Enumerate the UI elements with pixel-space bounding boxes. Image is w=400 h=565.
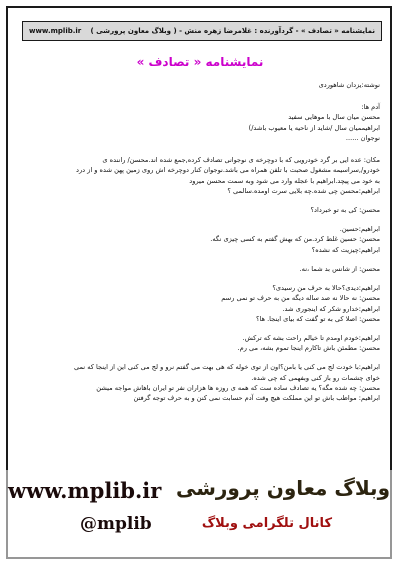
dialogue-line: ابراهیم:با خودت لج می کنی یا بامن؟اون از توی خوله که هی بهت می گفتم نرو و لج می کنی این از اینجا که نمی — [73, 363, 380, 372]
watermark-channel: کانال تلگرامی وبلاگ — [201, 516, 332, 531]
setting-line: مکان: عده ایی بر گرد خودرویی که با دوچرخه ی نوجوانی تصادف کرده,جمع شده اند.محسن/ راننده ی — [102, 156, 380, 165]
document-header — [22, 21, 382, 41]
watermark-brand: وبلاگ معاون پرورشی — [175, 476, 390, 500]
author-line: نوشته:یزدان شاهوردی — [318, 81, 380, 89]
setting-line: به خود می پیچد.ابراهیم با عجله وارد می شود وبه سمت محسن میرود — [189, 176, 380, 185]
character-line: محسن میان سال با موهایی سفید — [288, 113, 380, 122]
dialogue-line: ابراهیم: مواظب باش تو این مملکت هیچ وقت آدم حسابت نمی کنن و به حرف توجه گرفتن — [133, 394, 380, 403]
dialogue-line: محسن: حسین غلط کرد.من که بهش گفتم به کسی چیزی نگه. — [210, 235, 380, 244]
dialogue-line: محسن: مطمئن باش تاکارم اینجا تموم بشه، می رم. — [237, 344, 380, 353]
dialogue-line: محسن: از شانس بد شما ،نه. — [299, 264, 380, 273]
characters-heading: آدم ها: — [361, 103, 380, 112]
dialogue-line: محسن: نه حالا نه صد ساله دیگه من به حرف تو نمی رسم — [221, 294, 380, 303]
dialogue-line: ابراهیم:خودم اومدم تا خیالم راحت بشه که ترکش. — [242, 333, 380, 342]
character-line: نوجوان ...... — [345, 133, 380, 142]
dialogue-line: ابراهیم:چیزیت که نشده؟ — [311, 245, 380, 254]
dialogue-line: محسن: چه شده مگه؟ یه تصادف ساده ست که همه ی روزه ها هزاران نفر تو ایران باهاش مواجه میشن — [96, 383, 380, 392]
dialogue-line: ابراهیم:محسن چی شده.چه بلایی سرت اومده.سالمی ؟ — [227, 186, 380, 195]
dialogue-line: محسن: کی به تو خبرداد؟ — [310, 205, 380, 214]
dialogue-line: خوای چشمات رو باز کنی وبفهمی که چی شده. — [251, 373, 380, 382]
header-url: www.mplib.ir — [29, 27, 82, 35]
header-title: نمایشنامه « تصادف » - گردآورنده : غلامرضا زهره منش - ( وبلاگ معاون پرورشی ) — [90, 27, 375, 35]
document-body — [20, 80, 380, 403]
setting-line: خودرو/,سراسیمه مشغول صحبت با تلفن همراه می باشد.نوجوان کنار دوچرخه اش روی زمین پهن شده و از درد — [76, 166, 380, 175]
watermark-handle: @mplib — [80, 514, 152, 534]
character-line: ابراهیممیان سال /شاید از ناحیه یا معیوب باشد/) — [248, 123, 380, 132]
dialogue-line: ابراهیم:حسین. — [339, 225, 380, 234]
dialogue-line: محسن: اصلا کی به تو گفت که بیای اینجا. ها؟ — [255, 314, 380, 323]
dialogue-line: ابراهیم:خدارو شکر که اینجوری شد. — [282, 304, 380, 313]
document-title: نمایشنامه « تصادف » — [136, 55, 264, 69]
dialogue-line: ابراهیم:دیدی؟حالا به حرف من رسیدی؟ — [272, 284, 380, 293]
watermark-url: www.mplib.ir — [8, 478, 162, 503]
